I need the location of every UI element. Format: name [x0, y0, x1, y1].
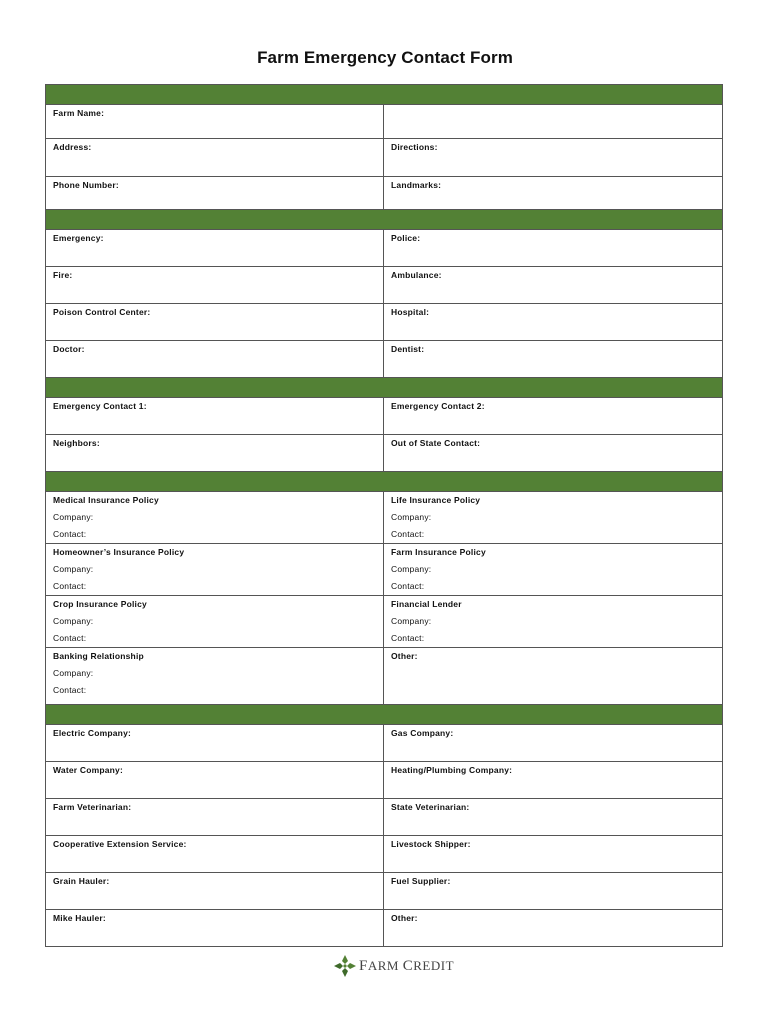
- contact-field: Contact:: [53, 633, 87, 643]
- life-insurance-block[interactable]: [384, 492, 722, 543]
- heating-plumbing-field[interactable]: Heating/Plumbing Company:: [391, 765, 513, 775]
- ambulance-field[interactable]: Ambulance:: [391, 270, 442, 280]
- block-heading: Life Insurance Policy: [391, 495, 481, 505]
- extension-service-field[interactable]: Cooperative Extension Service:: [46, 836, 384, 872]
- grain-hauler-field[interactable]: Grain Hauler:: [46, 873, 384, 909]
- poison-control-field[interactable]: Poison Control Center:: [46, 304, 384, 340]
- hospital-field[interactable]: Hospital:: [391, 307, 430, 317]
- section-band: [46, 85, 722, 104]
- form-row: [46, 835, 722, 872]
- section-band: [46, 209, 722, 229]
- homeowners-insurance-block[interactable]: [46, 544, 384, 595]
- farm-info-section: [46, 85, 722, 209]
- emergency-field[interactable]: Emergency:: [46, 230, 384, 266]
- section-band: [46, 704, 722, 724]
- emergency-contact-1-field[interactable]: Emergency Contact 1:: [46, 398, 384, 434]
- insurance-row: [46, 647, 722, 704]
- company-field: Company:: [53, 668, 94, 678]
- mike-hauler-field[interactable]: Mike Hauler:: [46, 910, 384, 946]
- contact-field: Contact:: [53, 529, 87, 539]
- form-row: [46, 909, 722, 946]
- doctor-field[interactable]: Doctor:: [46, 341, 384, 377]
- contact-field: Contact:: [391, 529, 425, 539]
- contact-field: Contact:: [391, 581, 425, 591]
- livestock-shipper-field[interactable]: Livestock Shipper:: [391, 839, 471, 849]
- contact-field: Contact:: [53, 685, 87, 695]
- contact-field: Contact:: [391, 633, 425, 643]
- company-field: Company:: [391, 616, 432, 626]
- form-row: [46, 266, 722, 303]
- crop-insurance-block[interactable]: [46, 596, 384, 647]
- other-financial-block[interactable]: [384, 648, 722, 704]
- landmarks-field[interactable]: Landmarks:: [391, 180, 442, 190]
- emergency-contact-2-field[interactable]: Emergency Contact 2:: [391, 401, 485, 411]
- directions-field[interactable]: Directions:: [391, 142, 438, 152]
- services-section: [46, 704, 722, 946]
- contact-form: [45, 84, 723, 947]
- farm-credit-logo-icon: [333, 954, 357, 978]
- police-field[interactable]: Police:: [391, 233, 421, 243]
- form-row: [46, 104, 722, 138]
- electric-company-field[interactable]: Electric Company:: [46, 725, 384, 761]
- form-row: [46, 229, 722, 266]
- personal-contacts-section: [46, 377, 722, 471]
- block-heading: Medical Insurance Policy: [53, 495, 159, 505]
- state-veterinarian-field[interactable]: State Veterinarian:: [391, 802, 470, 812]
- company-field: Company:: [391, 512, 432, 522]
- form-row: [46, 761, 722, 798]
- farm-name-extra-field[interactable]: [384, 105, 722, 138]
- financial-lender-block[interactable]: [384, 596, 722, 647]
- section-band: [46, 471, 722, 491]
- water-company-field[interactable]: Water Company:: [46, 762, 384, 798]
- gas-company-field[interactable]: Gas Company:: [391, 728, 454, 738]
- farm-credit-logo: [333, 954, 454, 978]
- address-field[interactable]: Address:: [46, 139, 384, 176]
- form-row: [46, 340, 722, 377]
- insurance-row: [46, 543, 722, 595]
- fire-field[interactable]: Fire:: [46, 267, 384, 303]
- form-row: [46, 872, 722, 909]
- fuel-supplier-field[interactable]: Fuel Supplier:: [391, 876, 451, 886]
- dentist-field[interactable]: Dentist:: [391, 344, 425, 354]
- emergency-services-section: [46, 209, 722, 377]
- form-row: [46, 176, 722, 209]
- banking-relationship-block[interactable]: [46, 648, 384, 704]
- form-row: [46, 434, 722, 471]
- contact-field: Contact:: [53, 581, 87, 591]
- insurance-row: [46, 595, 722, 647]
- company-field: Company:: [391, 564, 432, 574]
- block-heading: Homeowner’s Insurance Policy: [53, 547, 185, 557]
- section-band: [46, 377, 722, 397]
- farm-name-field[interactable]: Farm Name:: [46, 105, 384, 138]
- farm-insurance-block[interactable]: [384, 544, 722, 595]
- form-row: [46, 138, 722, 176]
- company-field: Company:: [53, 512, 94, 522]
- insurance-row: [46, 491, 722, 543]
- other-service-field[interactable]: Other:: [391, 913, 418, 923]
- block-heading: Crop Insurance Policy: [53, 599, 147, 609]
- block-heading: Banking Relationship: [53, 651, 144, 661]
- company-field: Company:: [53, 564, 94, 574]
- form-row: [46, 303, 722, 340]
- company-field: Company:: [53, 616, 94, 626]
- page-title: Farm Emergency Contact Form: [257, 48, 513, 67]
- insurance-section: [46, 471, 722, 704]
- phone-number-field[interactable]: Phone Number:: [46, 177, 384, 209]
- block-heading: Financial Lender: [391, 599, 462, 609]
- form-row: [46, 724, 722, 761]
- farm-veterinarian-field[interactable]: Farm Veterinarian:: [46, 799, 384, 835]
- neighbors-field[interactable]: Neighbors:: [46, 435, 384, 471]
- block-heading: Other:: [391, 651, 418, 661]
- form-row: [46, 798, 722, 835]
- medical-insurance-block[interactable]: [46, 492, 384, 543]
- out-of-state-contact-field[interactable]: Out of State Contact:: [391, 438, 481, 448]
- logo-wordmark: FARM CREDIT: [359, 957, 455, 974]
- form-row: [46, 397, 722, 434]
- block-heading: Farm Insurance Policy: [391, 547, 486, 557]
